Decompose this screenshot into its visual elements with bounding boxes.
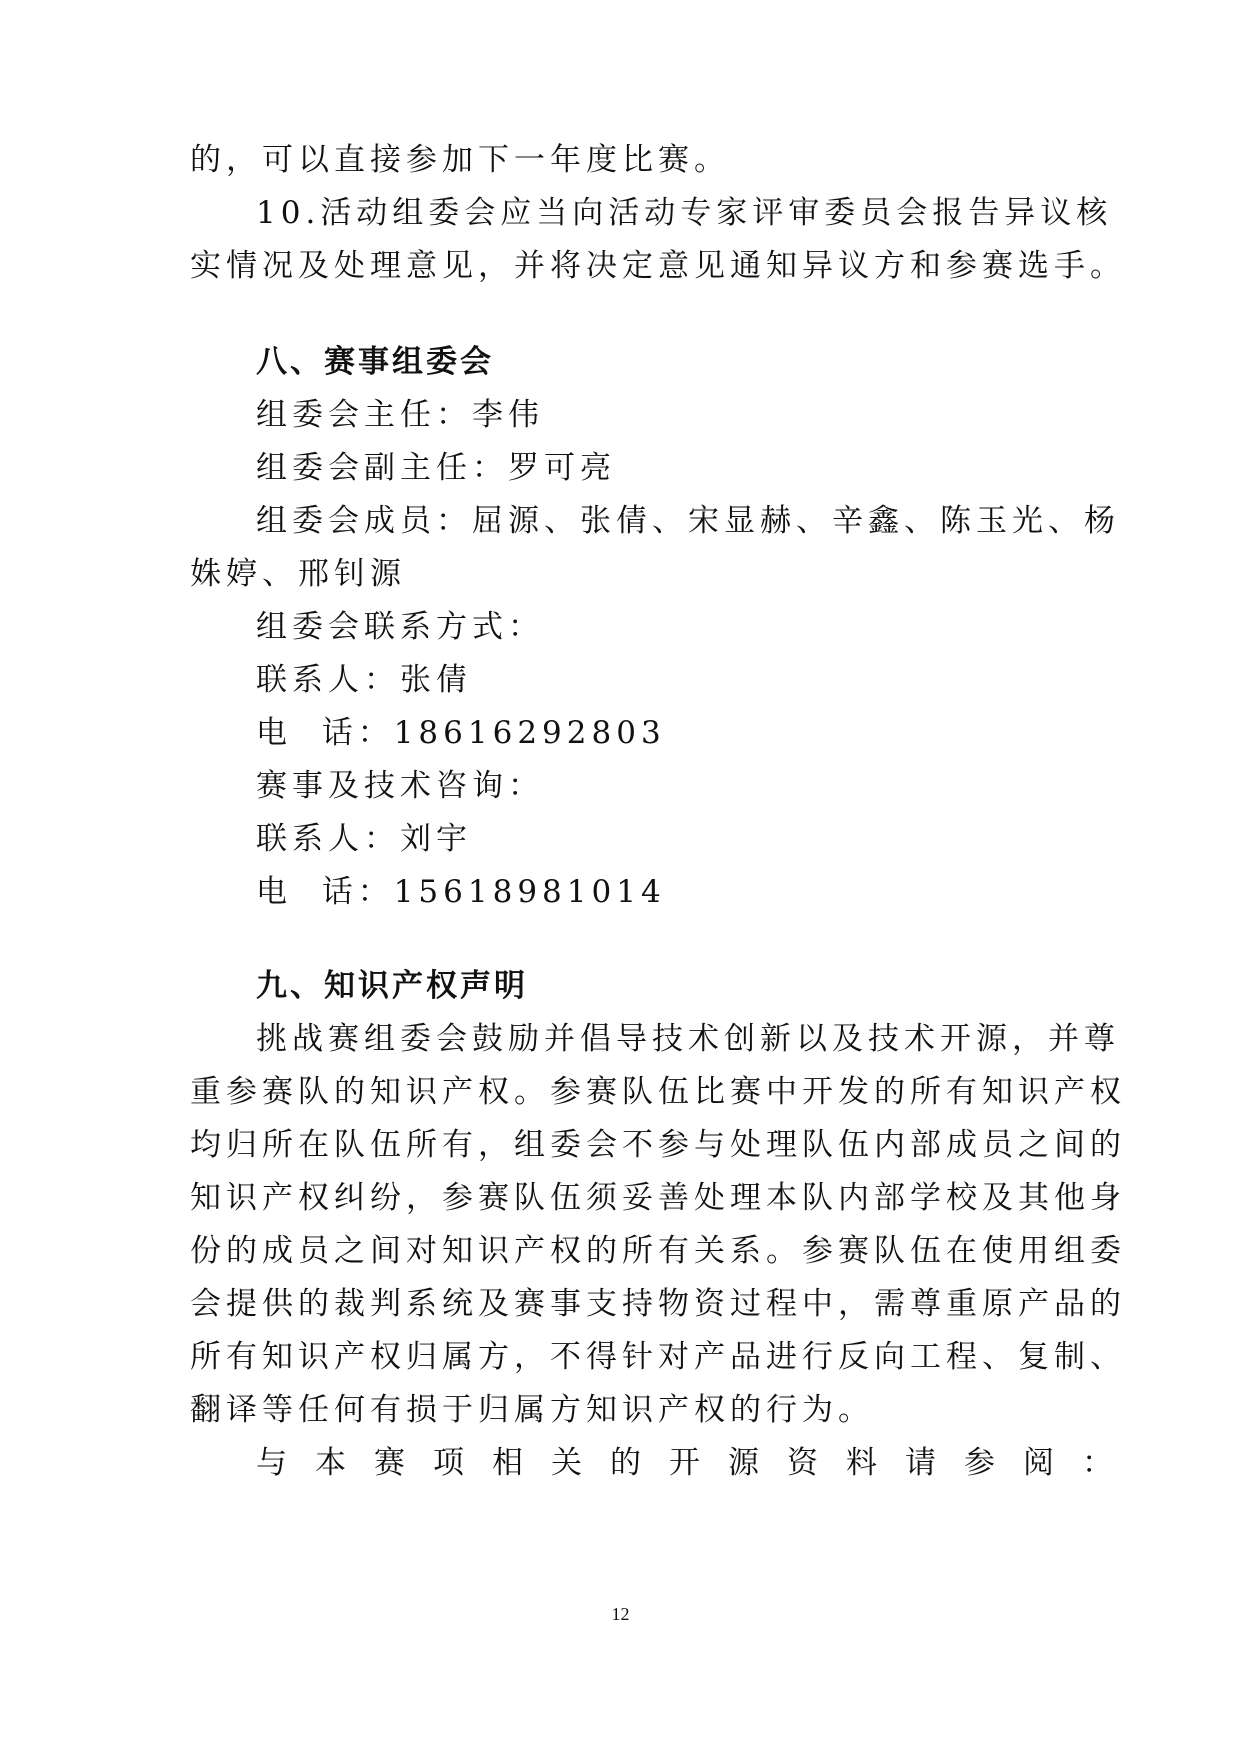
paragraph-line: 实情况及处理意见，并将决定意见通知异议方和参赛选手。 — [190, 248, 1126, 284]
paragraph-line: 会提供的裁判系统及赛事支持物资过程中，需尊重原产品的 — [190, 1286, 1126, 1322]
paragraph-line: 10.活动组委会应当向活动专家评审委员会报告异议核 — [256, 195, 1113, 231]
section-heading: 八、赛事组委会 — [256, 344, 494, 380]
paragraph-line: 均归所在队伍所有，组委会不参与处理队伍内部成员之间的 — [190, 1127, 1126, 1163]
committee-members-continued: 姝婷、邢钊源 — [190, 556, 406, 592]
contact-heading: 组委会联系方式： — [256, 609, 544, 645]
consultation-phone: 电 话：15618981014 — [256, 874, 666, 910]
open-source-reference-line: 与本赛项相关的开源资料请参阅： — [256, 1445, 1141, 1481]
section-heading: 九、知识产权声明 — [256, 968, 528, 1004]
page-number: 12 — [611, 1604, 630, 1624]
committee-director: 组委会主任：李伟 — [256, 397, 544, 433]
committee-members: 组委会成员：屈源、张倩、宋显赫、辛鑫、陈玉光、杨 — [256, 503, 1120, 539]
committee-deputy-director: 组委会副主任：罗可亮 — [256, 450, 616, 486]
paragraph-line: 翻译等任何有损于归属方知识产权的行为。 — [190, 1392, 874, 1428]
paragraph-line: 知识产权纠纷，参赛队伍须妥善处理本队内部学校及其他身 — [190, 1180, 1126, 1216]
paragraph-line: 重参赛队的知识产权。参赛队伍比赛中开发的所有知识产权 — [190, 1074, 1126, 1110]
consultation-heading: 赛事及技术咨询： — [256, 768, 544, 804]
paragraph-line: 份的成员之间对知识产权的所有关系。参赛队伍在使用组委 — [190, 1233, 1126, 1269]
paragraph-line: 所有知识产权归属方，不得针对产品进行反向工程、复制、 — [190, 1339, 1126, 1375]
contact-phone: 电 话：18616292803 — [256, 715, 666, 751]
paragraph-line: 挑战赛组委会鼓励并倡导技术创新以及技术开源，并尊 — [256, 1021, 1120, 1057]
paragraph-line: 的，可以直接参加下一年度比赛。 — [190, 142, 730, 178]
consultation-person: 联系人：刘宇 — [256, 821, 472, 857]
contact-person: 联系人：张倩 — [256, 662, 472, 698]
